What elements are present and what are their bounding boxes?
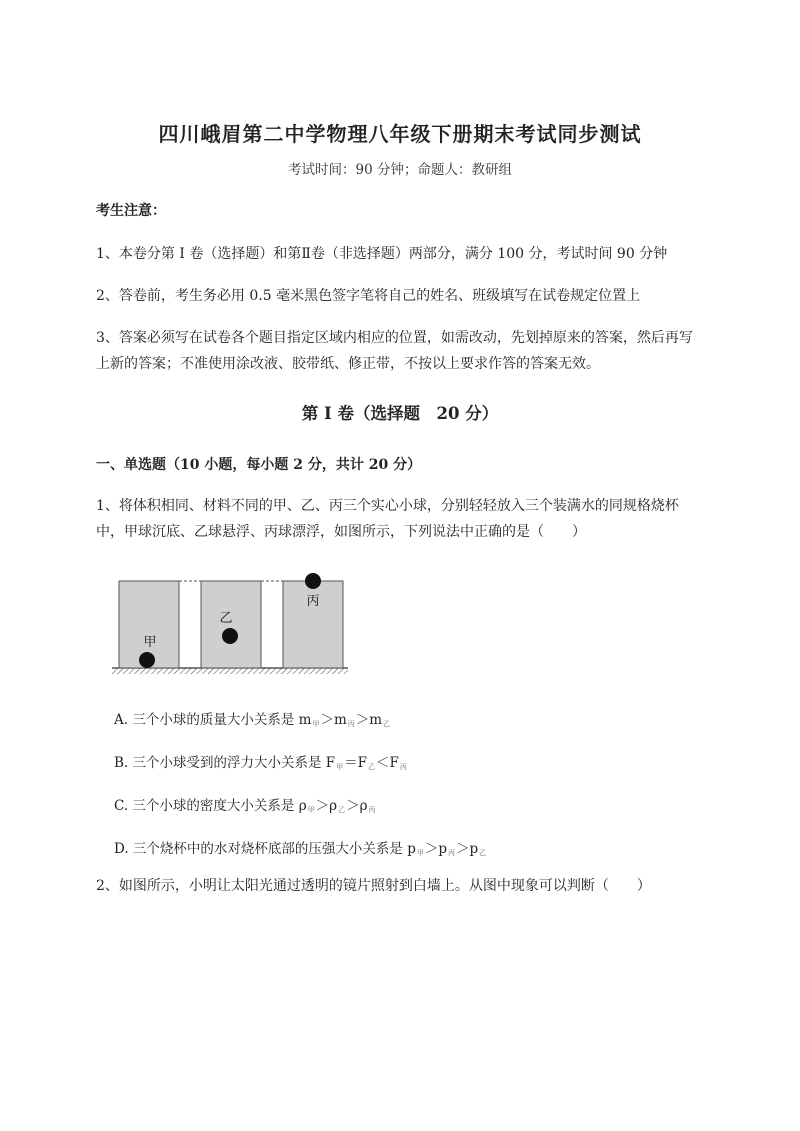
- option-c-text: C. 三个小球的密度大小关系是: [114, 798, 299, 814]
- option-a[interactable]: A. 三个小球的质量大小关系是 $m_甲>m_丙>m_乙$: [114, 712, 391, 728]
- ball-bing: [305, 573, 321, 589]
- paper-title: 四川峨眉第二中学物理八年级下册期末考试同步测试: [158, 122, 642, 146]
- ball-yi: [222, 628, 238, 644]
- notice-item-2: 2、答卷前，考生务必用 0.5 毫米黑色签字笔将自己的姓名、班级填写在试卷规定位置上: [96, 288, 641, 304]
- label-yi: 乙: [219, 611, 233, 626]
- label-jia: 甲: [143, 635, 157, 650]
- option-d[interactable]: D. 三个烧杯中的水对烧杯底部的压强大小关系是 $p_甲>p_丙>p_乙$: [114, 841, 487, 857]
- beakers-figure: [110, 568, 350, 678]
- section-title: 第 I 卷（选择题 20 分）: [301, 404, 499, 423]
- question-2-text: 2、如图所示，小明让太阳光通过透明的镜片照射到白墙上。从图中现象可以判断（ ）: [96, 878, 651, 894]
- notice-heading: 考生注意：: [96, 203, 166, 219]
- option-a-text: A. 三个小球的质量大小关系是: [114, 712, 299, 728]
- ball-jia: [139, 652, 155, 668]
- option-c[interactable]: C. 三个小球的密度大小关系是 $\rho_甲>\rho_乙>\rho_丙$: [114, 798, 376, 814]
- question-1-text: 1、将体积相同、材料不同的甲、乙、丙三个实心小球，分别轻轻放入三个装满水的同规格烧杯中，甲球沉底、乙球悬浮、丙球漂浮，如图所示，下列说法中正确的是（ ）: [96, 498, 679, 540]
- ground-hatch: [112, 668, 348, 674]
- option-b[interactable]: B. 三个小球受到的浮力大小关系是 $F_甲=F_乙<F_丙$: [114, 755, 407, 771]
- paper-subtitle: 考试时间：90 分钟；命题人：教研组: [288, 162, 512, 178]
- option-d-text: D. 三个烧杯中的水对烧杯底部的压强大小关系是: [114, 841, 408, 857]
- label-bing: 丙: [306, 594, 320, 609]
- notice-item-3: 3、答案必须写在试卷各个题目指定区域内相应的位置，如需改动，先划掉原来的答案，然后再写上新的答案；不准使用涂改液、胶带纸、修正带，不按以上要求作答的答案无效。: [96, 330, 693, 372]
- part-title: 一、单选题（10 小题，每小题 2 分，共计 20 分）: [96, 457, 422, 473]
- notice-item-1: 1、本卷分第 I 卷（选择题）和第Ⅱ卷（非选择题）两部分，满分 100 分，考试时间 90 分钟: [96, 246, 668, 262]
- option-b-text: B. 三个小球受到的浮力大小关系是: [114, 755, 326, 771]
